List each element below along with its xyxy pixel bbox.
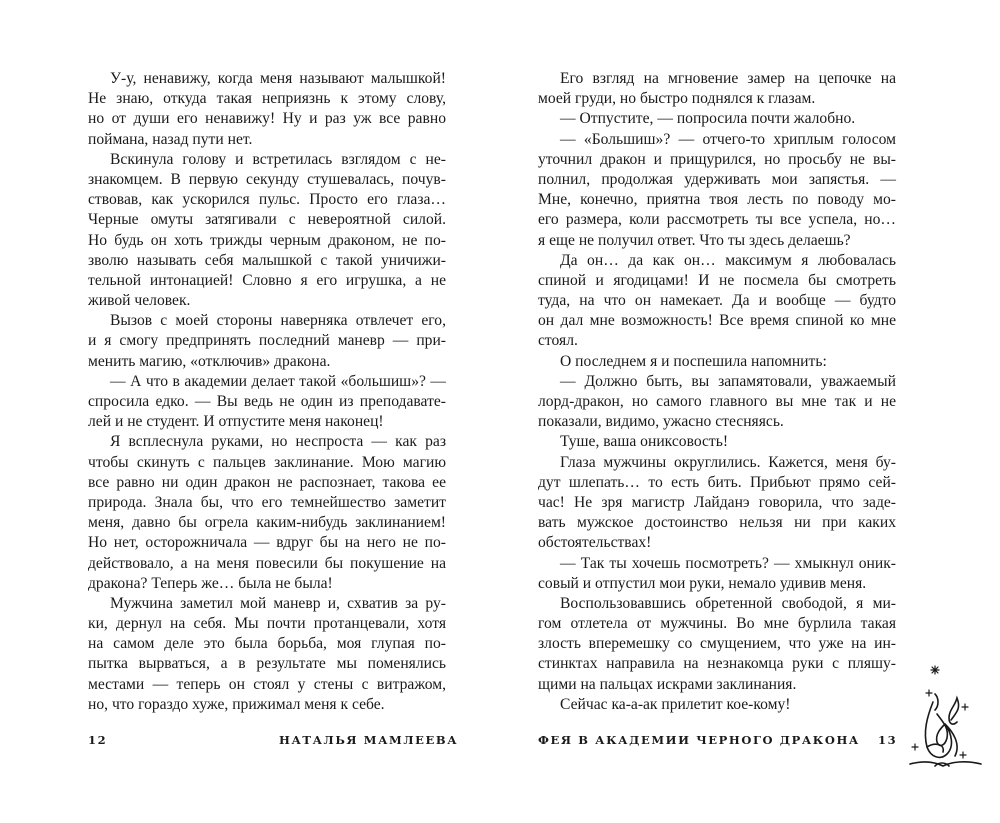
text-line: показали, видимо, ужасно стесняясь. — [538, 413, 784, 431]
text-line: — Отпустите, — попросила почти жалобно. — [560, 110, 856, 128]
text-line: Мне, конечно, приятна твоя лесть по поводу мо- — [538, 191, 896, 209]
text-line: я еще не получил ответ. Что ты здесь делаешь? — [538, 231, 851, 249]
text-line: спросила едко. — Вы ведь не один из преподавате- — [88, 393, 446, 410]
text-line: местами — теперь он стоял у стены с витражом, — [88, 675, 446, 693]
text-line: Но будь он хоть трижды черным драконом, не по- — [88, 231, 446, 249]
text-line: действовало, а на меня повесили бы покушение на — [88, 554, 446, 572]
text-line: чтобы скинуть с пальцев заклинание. Мою магию — [88, 453, 446, 471]
text-line: Вскинула голову и встретилась взглядом с не- — [110, 150, 446, 168]
text-line: гом отлетела от мужчины. Во мне бурлила такая — [538, 615, 896, 633]
text-line: Туше, ваша ониксовость! — [560, 433, 729, 451]
text-line: час! Не зря магистр Лайданэ говорила, что заде- — [538, 493, 896, 511]
text-line: уточнил дракон и прищурился, но просьбу не вы- — [538, 150, 896, 168]
text-line: и я смогу предпринять последний маневр — при- — [88, 332, 446, 350]
text-line: на самом деле это была борьба, моя глупая по- — [88, 635, 446, 653]
text-line: зволю называть себя малышкой с такой уничижи- — [88, 251, 446, 269]
text-line: дут шлепать… то есть бить. Прибьют прямо сей- — [538, 473, 896, 491]
text-line: его размера, коли рассмотреть ты все успела, но… — [538, 211, 896, 229]
left-page-text — [88, 69, 446, 715]
text-line: Глаза мужчины округлились. Кажется, меня бу- — [560, 453, 896, 471]
text-line: злость вперемешку со смущением, что уже на ин- — [538, 635, 896, 653]
text-line: Но нет, осторожничала — вдруг бы на него не по- — [88, 534, 446, 552]
text-line: все равно ни один дракон не распознает, такова ее — [88, 473, 446, 491]
running-head-author: НАТАЛЬЯ МАМЛЕЕВА — [279, 733, 459, 747]
text-line: полнил, продолжая удерживать мои запястья. — — [538, 170, 896, 188]
text-line: — Так ты хочешь посмотреть? — хмыкнул оник- — [560, 554, 896, 572]
text-line: ствовав, как ускорился пульс. Просто его глаза… — [88, 191, 446, 209]
text-line: но, что гораздо хуже, прижимал меня к себе. — [88, 695, 385, 713]
running-head-title: ФЕЯ В АКАДЕМИИ ЧЕРНОГО ДРАКОНА — [538, 733, 860, 747]
right-page-text — [538, 69, 896, 715]
text-line: но от души его ненавижу! Ну и раз уж все равно — [88, 110, 446, 128]
text-line: стинктах направила на незнакомца руки с пляшу- — [538, 655, 896, 673]
text-line: О последнем я и поспешила напомнить: — [560, 352, 827, 370]
text-line: лей и не студент. И отпустите меня наконец! — [88, 413, 384, 431]
text-line: вать мужское достоинство нельзя ни при каких — [538, 514, 896, 532]
text-line: — А что в академии делает такой «большиш»? — — [110, 372, 446, 390]
flame-sparkles-icon — [905, 662, 985, 772]
text-line: моей груди, но быстро поднялся к глазам. — [538, 90, 816, 108]
text-line: лорд-дракон, но самого главного вы мне так и не — [538, 393, 896, 410]
text-line: знакомцем. В первую секунду стушевалась, почув- — [88, 170, 446, 188]
text-line: туда, на что он намекает. Да и вообще — будто — [538, 292, 896, 310]
text-line: Да он… да как он… максимум я любовалась — [560, 251, 896, 269]
text-line: тельной интонацией! Словно я его игрушка, а не — [88, 271, 446, 289]
text-line: природа. Знала бы, что его темнейшество заметит — [88, 493, 446, 511]
text-line: ки, дернул на себя. Мы почти протанцевали, хотя — [88, 615, 446, 633]
text-line: щими на пальцах искрами заклинания. — [538, 675, 797, 693]
text-line: — Должно быть, вы запамятовали, уважаемый — [560, 372, 896, 390]
text-line: Вызов с моей стороны наверняка отвлечет его, — [110, 312, 446, 330]
text-line: Не знаю, откуда такая неприязнь к этому слову, — [88, 90, 446, 108]
text-line: Сейчас ка-а-ак прилетит кое-кому! — [560, 695, 791, 713]
text-line: Черные омуты затягивали с невероятной силой. — [88, 211, 446, 229]
text-line: поймана, назад пути нет. — [88, 130, 253, 148]
text-line: Его взгляд на мгновение замер на цепочке на — [560, 70, 896, 87]
text-line: дракона? Теперь же… была не была! — [88, 574, 333, 592]
text-line: он дал мне возможность! Все время спиной ко мне — [538, 312, 896, 330]
text-line: живой человек. — [88, 292, 191, 310]
text-line: Я всплеснула руками, но неспроста — как раз — [110, 433, 446, 451]
text-line: У-у, ненавижу, когда меня называют малышкой! — [110, 70, 446, 87]
page-number-right: 13 — [878, 733, 898, 747]
text-line: Воспользовавшись обретенной свободой, я ми- — [560, 594, 896, 612]
text-line: — «Большиш»? — отчего-то хриплым голосом — [560, 130, 896, 148]
text-line: меня, давно бы огрела каким-нибудь заклинанием! — [88, 514, 446, 532]
text-line: обстоятельствах! — [538, 534, 652, 552]
text-line: совый и отпустил мои руки, немало удивив меня. — [538, 574, 867, 592]
text-line: спиной и ягодицами! И не посмела бы смотреть — [538, 271, 896, 289]
text-line: стоял. — [538, 332, 578, 350]
text-line: пытка вырваться, а в результате мы поменялись — [88, 655, 446, 673]
text-line: менить магию, «отключив» дракона. — [88, 352, 331, 370]
text-line: Мужчина заметил мой маневр и, схватив за ру- — [110, 594, 446, 612]
page-number-left: 12 — [88, 733, 108, 747]
